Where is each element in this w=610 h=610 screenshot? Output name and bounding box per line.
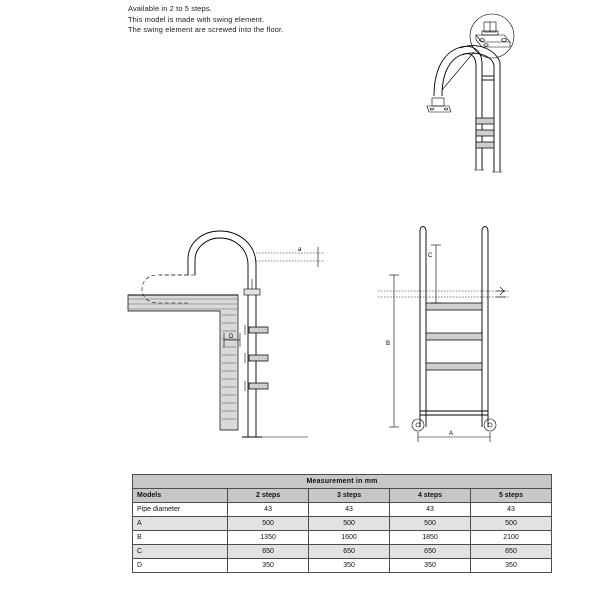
cell-c-4: 650	[390, 545, 471, 559]
table-row	[133, 559, 552, 573]
cell-b-2: 1350	[228, 531, 309, 545]
cell-d-5: 350	[471, 559, 552, 573]
front-dim-b-label: B	[386, 341, 391, 347]
table-title: Measurement in mm	[133, 475, 552, 489]
figure-side-section	[128, 215, 348, 455]
column-header-4-steps: 4 steps	[390, 489, 471, 503]
table-row	[133, 531, 552, 545]
column-header-2-steps: 2 steps	[228, 489, 309, 503]
cell-b-4: 1850	[390, 531, 471, 545]
front-dim-c-label: C	[428, 253, 433, 259]
figure-ladder-swing-element	[396, 14, 596, 194]
cell-a-2: 500	[228, 517, 309, 531]
cell-pipe-diameter-4: 43	[390, 503, 471, 517]
measurement-table-wrapper	[132, 474, 552, 573]
table-row	[133, 517, 552, 531]
figure-front-view	[378, 215, 598, 455]
cell-d-2: 350	[228, 559, 309, 573]
cell-a-4: 500	[390, 517, 471, 531]
cell-a-3: 500	[309, 517, 390, 531]
table-title-row	[133, 475, 552, 489]
front-dim-a-label: A	[449, 431, 454, 437]
cell-c-2: 650	[228, 545, 309, 559]
column-header-5-steps: 5 steps	[471, 489, 552, 503]
row-label-d: D	[133, 559, 228, 573]
cell-pipe-diameter-2: 43	[228, 503, 309, 517]
row-label-a: A	[133, 517, 228, 531]
intro-line-1: Available in 2 to 5 steps.	[128, 4, 212, 13]
column-header-models: Models	[133, 489, 228, 503]
measurement-table	[132, 474, 552, 573]
cell-b-3: 1600	[309, 531, 390, 545]
cell-c-3: 650	[309, 545, 390, 559]
side-dim-a-label: a	[298, 247, 302, 253]
cell-pipe-diameter-3: 43	[309, 503, 390, 517]
row-label-pipe-diameter: Pipe diameter	[133, 503, 228, 517]
table-header-row	[133, 489, 552, 503]
row-label-c: C	[133, 545, 228, 559]
table-row	[133, 545, 552, 559]
intro-line-2: This model is made with swing element.	[128, 14, 265, 24]
cell-pipe-diameter-5: 43	[471, 503, 552, 517]
column-header-3-steps: 3 steps	[309, 489, 390, 503]
cell-b-5: 2100	[471, 531, 552, 545]
cell-d-3: 350	[309, 559, 390, 573]
intro-line-3: The swing element are screwed into the floor.	[128, 25, 284, 34]
cell-c-5: 650	[471, 545, 552, 559]
row-label-b: B	[133, 531, 228, 545]
cell-d-4: 350	[390, 559, 471, 573]
side-dim-d-label: D	[229, 334, 234, 340]
table-row	[133, 503, 552, 517]
cell-a-5: 500	[471, 517, 552, 531]
